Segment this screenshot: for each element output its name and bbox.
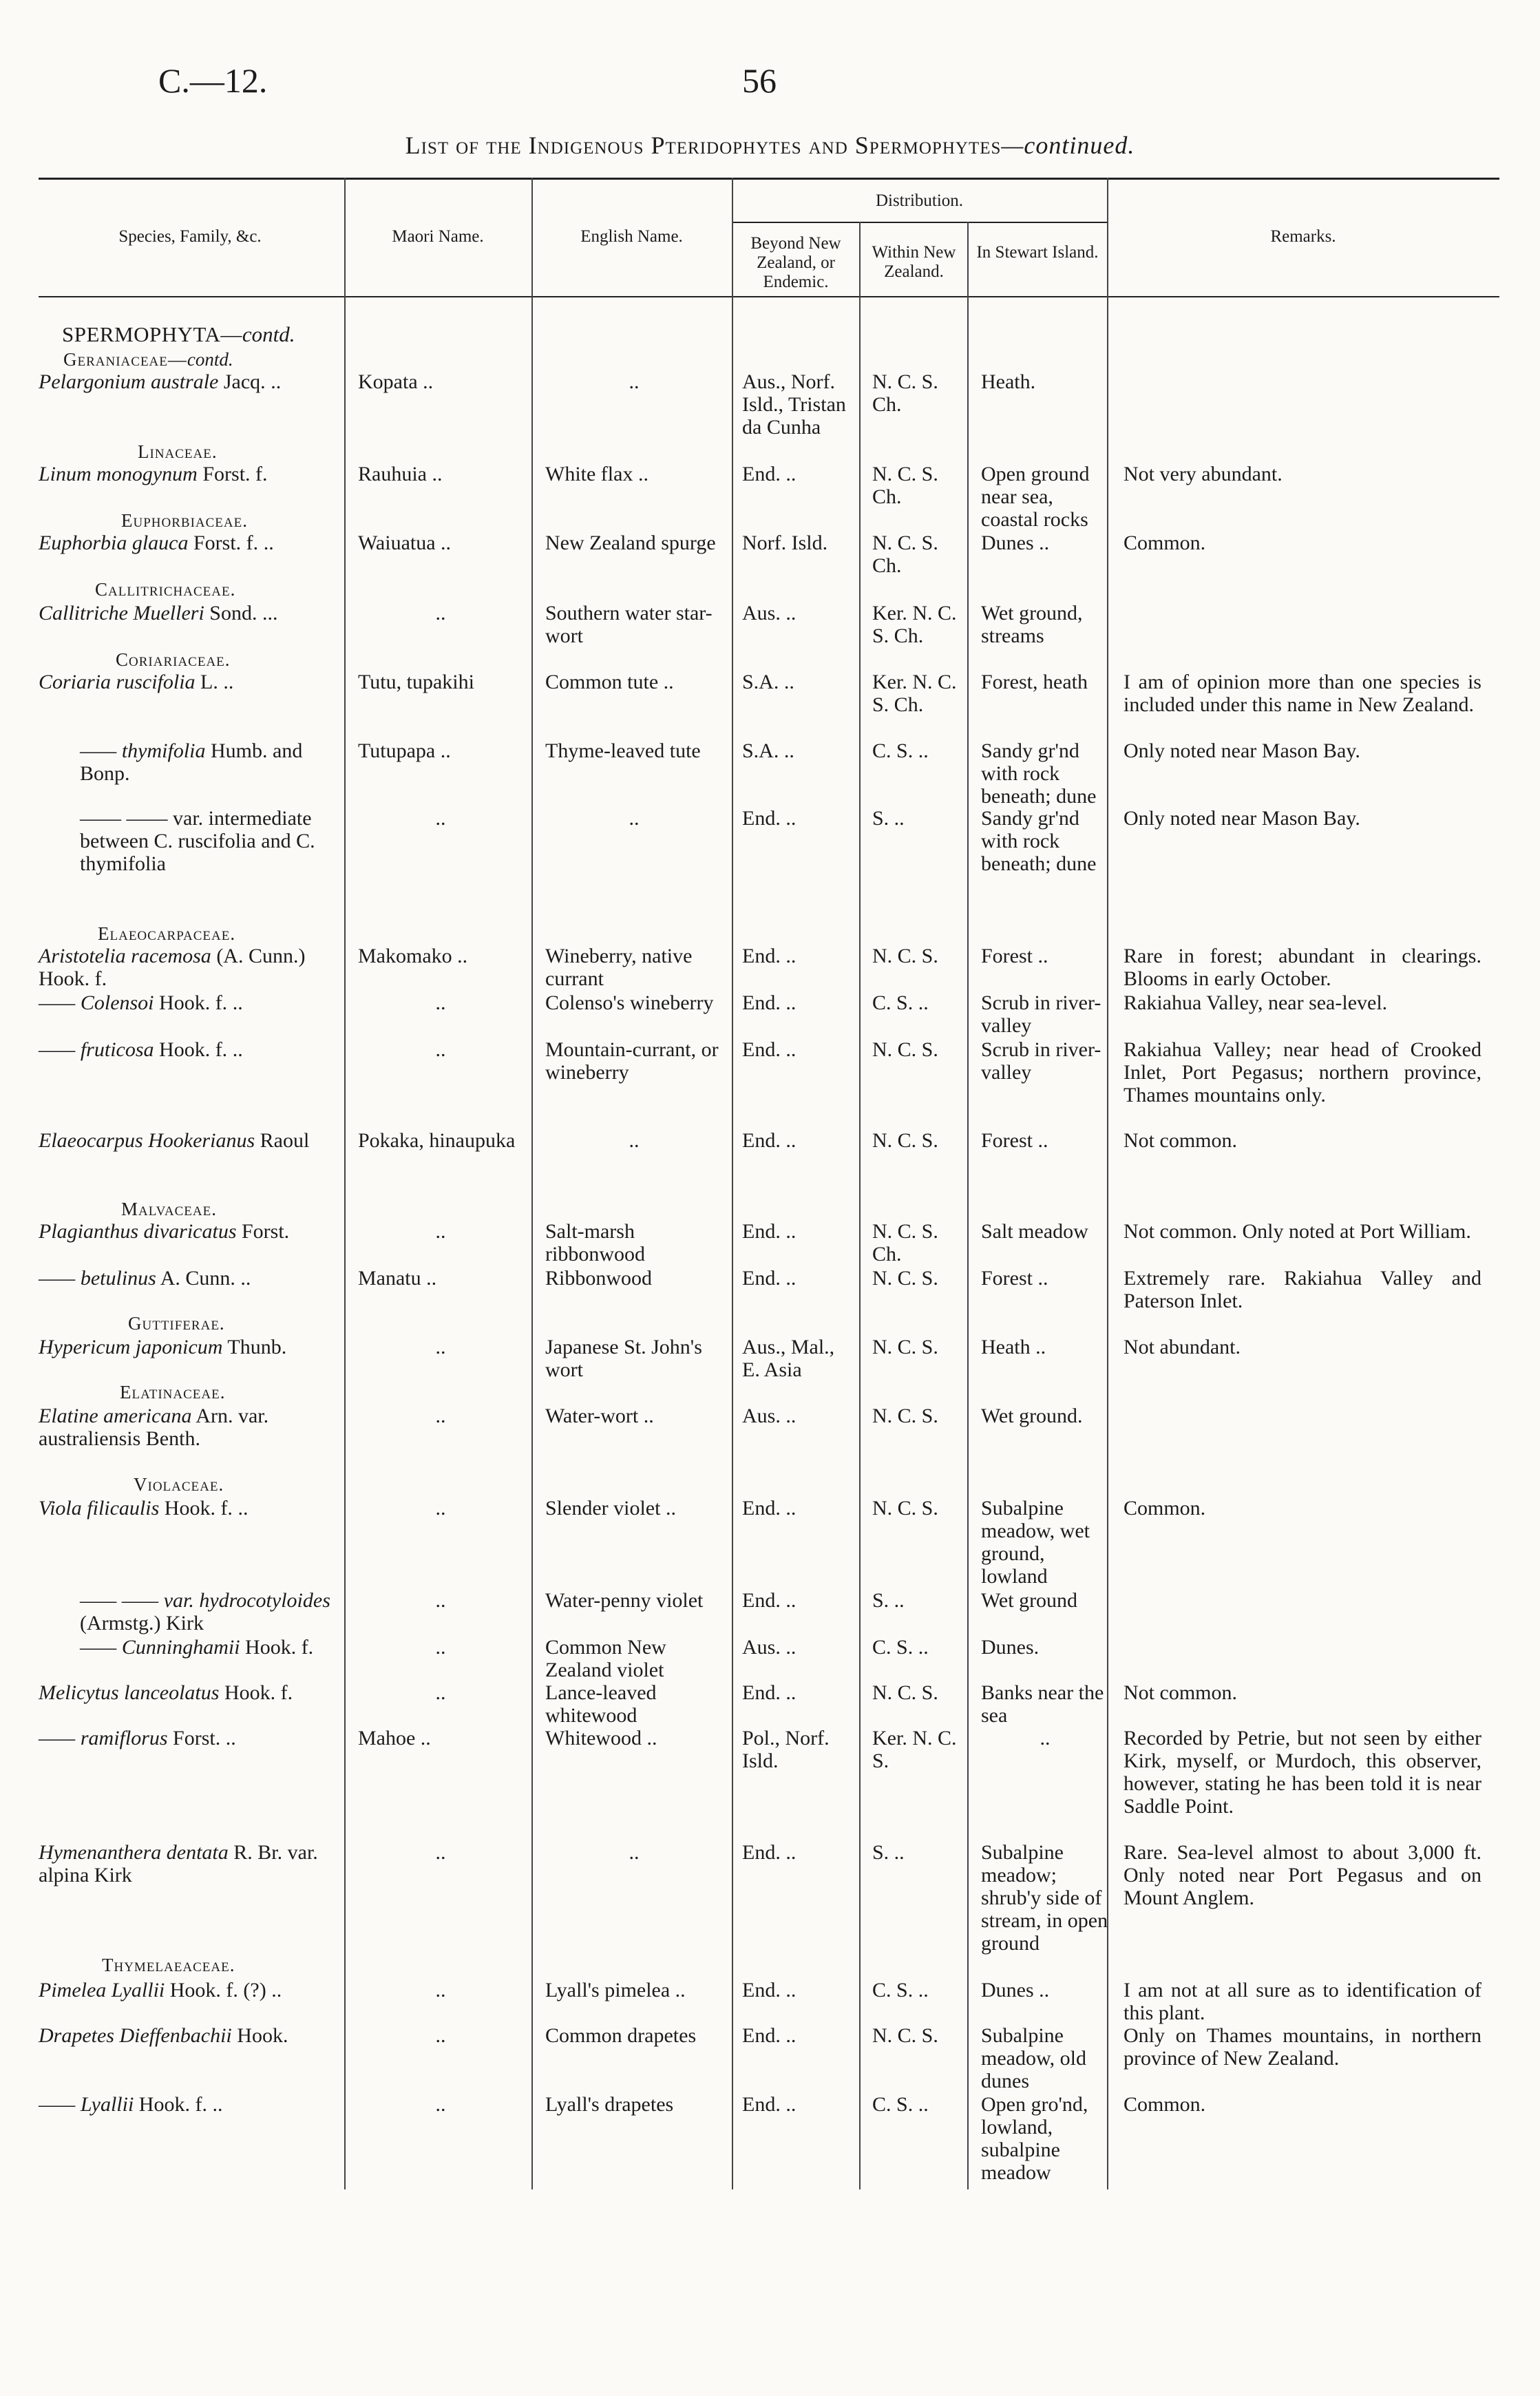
- maori-name: Pokaka, hinaupuka: [358, 1129, 516, 1152]
- maori-name: Mahoe ..: [358, 1727, 431, 1749]
- maori-name: Makomako ..: [358, 945, 468, 967]
- page-number: 56: [742, 61, 777, 100]
- species-cell: [39, 1336, 341, 1358]
- species-author: L.: [195, 671, 218, 693]
- maori-name: ..: [435, 602, 446, 624]
- within-nz: C. S. ..: [872, 1636, 929, 1659]
- leader-dots: ..: [212, 2093, 223, 2116]
- stewart-island: Banks near the sea: [981, 1681, 1104, 1727]
- family-violaceae: Violaceae.: [134, 1474, 224, 1495]
- within-nz: S. ..: [872, 1841, 905, 1864]
- english-name: Lyall's pimelea ..: [545, 1979, 686, 2001]
- beyond-nz: Aus. ..: [742, 1636, 797, 1659]
- remarks: Not abundant.: [1124, 1336, 1241, 1358]
- species-cell: [39, 671, 341, 693]
- remarks: I am not at all sure as to identification of this plant.: [1124, 1979, 1481, 2024]
- english-name: Thyme-leaved tute: [545, 739, 701, 762]
- leader-dots: ..: [232, 991, 243, 1014]
- beyond-nz: End. ..: [742, 1038, 797, 1061]
- species-author: Forst.: [236, 1220, 290, 1243]
- remarks: Only on Thames mountains, in northern province of New Zealand.: [1124, 2024, 1481, 2070]
- beyond-nz: Aus. ..: [742, 1405, 797, 1427]
- maori-name: ..: [435, 1681, 446, 1704]
- stewart-island: Subalpine meadow, old dunes: [981, 2024, 1087, 2092]
- section-spermophyta-contd: contd.: [242, 322, 295, 346]
- stewart-island: Heath ..: [981, 1336, 1046, 1358]
- remarks: Common.: [1124, 1497, 1206, 1520]
- species-author: Forst. f.: [188, 532, 259, 554]
- leader-dots: ..: [223, 671, 234, 693]
- header-beyond: Beyond New Zealand, or Endemic.: [750, 234, 841, 291]
- remarks: Only noted near Mason Bay.: [1124, 739, 1360, 762]
- english-name: New Zealand spurge: [545, 532, 716, 554]
- remarks: Extremely rare. Rakiahua Valley and Paterson Inlet.: [1124, 1267, 1481, 1312]
- species-name: Plagianthus divaricatus: [39, 1220, 237, 1243]
- stewart-island: Scrub in river-valley: [981, 991, 1101, 1037]
- within-nz: N. C. S. Ch.: [872, 370, 938, 416]
- species-name: —— Colensoi: [39, 991, 154, 1014]
- beyond-nz: End. ..: [742, 1841, 797, 1864]
- species-author: R. Br. var. alpina Kirk: [39, 1841, 318, 1887]
- stewart-island: Salt meadow: [981, 1220, 1088, 1243]
- species-cell: [39, 1681, 341, 1704]
- within-nz: N. C. S. Ch.: [872, 1220, 938, 1265]
- leader-dots: ..: [225, 1727, 236, 1749]
- header-distribution: Distribution.: [875, 191, 964, 210]
- species-cell: [39, 532, 341, 554]
- col-divider-5: [967, 222, 969, 2189]
- species-cell: [39, 1405, 341, 1450]
- beyond-nz: End. ..: [742, 1267, 797, 1290]
- species-name: —— —— var. hydrocotyloides: [80, 1589, 330, 1612]
- species-name: Pelargonium australe: [39, 370, 219, 393]
- species-cell: [39, 2024, 341, 2047]
- header-species: Species, Family, &c.: [118, 227, 262, 246]
- col-divider-2: [531, 178, 533, 2189]
- english-name: Japanese St. John's wort: [545, 1336, 702, 1381]
- within-nz: C. S. ..: [872, 739, 929, 762]
- stewart-island: Sandy gr'nd with rock beneath; dune: [981, 807, 1097, 875]
- species-author: Hook.: [231, 2024, 288, 2047]
- leader-dots: ..: [238, 1497, 249, 1520]
- col-divider-3: [732, 178, 733, 2189]
- beyond-nz: End. ..: [742, 2024, 797, 2047]
- remarks: Not very abundant.: [1124, 463, 1283, 485]
- english-name: ..: [629, 370, 640, 393]
- stewart-island: Open gro'nd, lowland, subalpine meadow: [981, 2093, 1088, 2184]
- beyond-nz: End. ..: [742, 1681, 797, 1704]
- leader-dots: ..: [271, 1979, 282, 2001]
- species-name: Pimelea Lyallii: [39, 1979, 165, 2001]
- distribution-rule: [732, 222, 1107, 223]
- page-title: [0, 131, 1540, 160]
- title-suffix: —continued.: [1001, 132, 1135, 159]
- species-name: —— —— var.: [80, 807, 204, 830]
- maori-name: Tutu, tupakihi: [358, 671, 474, 693]
- leader-dots: ..: [271, 370, 282, 393]
- family-thymelaeaceae: Thymelaeaceae.: [102, 1955, 235, 1975]
- section-spermophyta-text: SPERMOPHYTA—: [62, 322, 242, 346]
- within-nz: Ker. N. C. S. Ch.: [872, 602, 957, 647]
- species-name: —— ramiflorus: [39, 1727, 168, 1749]
- maori-name: Waiuatua ..: [358, 532, 452, 554]
- maori-name: Tutupapa ..: [358, 739, 451, 762]
- species-name: Elaeocarpus Hookerianus: [39, 1129, 255, 1152]
- species-cell: [39, 1497, 341, 1520]
- within-nz: N. C. S.: [872, 1497, 938, 1520]
- leader-dots: ..: [240, 1267, 251, 1290]
- species-name: Coriaria ruscifolia: [39, 671, 196, 693]
- stewart-island: Scrub in river-valley: [981, 1038, 1101, 1084]
- species-author: Humb. and Bonp.: [80, 739, 303, 785]
- species-name: Hymenanthera dentata: [39, 1841, 229, 1864]
- family-geraniaceae-contd: contd.: [187, 349, 233, 370]
- within-nz: N. C. S. Ch.: [872, 532, 938, 577]
- english-name: Colenso's wineberry: [545, 991, 714, 1014]
- species-name: Callitriche Muelleri: [39, 602, 204, 624]
- family-malvaceae: Malvaceae.: [121, 1199, 217, 1219]
- leader-dots: ..: [232, 1038, 243, 1061]
- remarks: Recorded by Petrie, but not seen by either Kirk, myself, or Murdoch, this observer, however, stating he has been told it is near Saddle Point.: [1124, 1727, 1481, 1818]
- beyond-nz: End. ..: [742, 1220, 797, 1243]
- remarks: Rakiahua Valley, near sea-level.: [1124, 991, 1388, 1014]
- species-cell: [39, 602, 341, 624]
- species-name: Euphorbia glauca: [39, 532, 189, 554]
- within-nz: N. C. S.: [872, 1405, 938, 1427]
- header-stewart: In Stewart Island.: [976, 243, 1099, 262]
- within-nz: S. ..: [872, 1589, 905, 1612]
- stewart-island: Wet ground, streams: [981, 602, 1083, 647]
- remarks: Rakiahua Valley; near head of Crooked Inlet, Port Pegasus; northern province, Thames mountains only.: [1124, 1038, 1481, 1106]
- english-name: ..: [629, 807, 640, 830]
- species-name: —— thymifolia: [80, 739, 206, 762]
- english-name: Ribbonwood: [545, 1267, 653, 1290]
- leader-dots: ..: [263, 532, 274, 554]
- english-name: White flax ..: [545, 463, 648, 485]
- english-name: Wineberry, native currant: [545, 945, 693, 990]
- english-name: Common New Zealand violet: [545, 1636, 666, 1681]
- species-author: Sond.: [204, 602, 257, 624]
- title-text: List of the Indigenous Pteridophytes and Spermophytes: [405, 132, 1002, 159]
- beyond-nz: End. ..: [742, 991, 797, 1014]
- beyond-nz: Aus., Norf. Isld., Tristan da Cunha: [742, 370, 846, 439]
- species-name: —— Cunninghamii: [80, 1636, 240, 1659]
- family-geraniaceae: [63, 348, 233, 370]
- stewart-island: Forest ..: [981, 1267, 1048, 1290]
- stewart-island: Forest ..: [981, 945, 1048, 967]
- species-cell: [39, 1589, 341, 1635]
- species-name: Viola filicaulis: [39, 1497, 160, 1520]
- family-callitrichaceae: Callitrichaceae.: [95, 579, 236, 600]
- species-author: Hook. f.: [154, 991, 228, 1014]
- species-author: Hook. f.: [219, 1681, 293, 1704]
- stewart-island: Dunes.: [981, 1636, 1040, 1659]
- maori-name: ..: [435, 991, 446, 1014]
- species-cell: [39, 1129, 341, 1152]
- stewart-island: ..: [1040, 1727, 1051, 1749]
- maori-name: ..: [435, 1405, 446, 1427]
- beyond-nz: End. ..: [742, 1129, 797, 1152]
- english-name: Water-wort ..: [545, 1405, 654, 1427]
- species-name: Aristotelia racemosa: [39, 945, 211, 967]
- within-nz: N. C. S.: [872, 2024, 938, 2047]
- within-nz: Ker. N. C. S.: [872, 1727, 957, 1772]
- species-cell: [39, 463, 341, 485]
- species-author: Thunb.: [222, 1336, 287, 1358]
- english-name: Common drapetes: [545, 2024, 697, 2047]
- species-author: A. Cunn.: [156, 1267, 235, 1290]
- english-name: Water-penny violet: [545, 1589, 704, 1612]
- within-nz: N. C. S.: [872, 1038, 938, 1061]
- species-cell: [39, 945, 341, 990]
- beyond-nz: Aus., Mal., E. Asia: [742, 1336, 835, 1381]
- remarks: Rare in forest; abundant in clearings. Blooms in early October.: [1124, 945, 1481, 990]
- species-cell: [39, 739, 341, 785]
- family-elaeocarpaceae: Elaeocarpaceae.: [98, 923, 236, 944]
- beyond-nz: End. ..: [742, 945, 797, 967]
- species-name: Elatine americana: [39, 1405, 192, 1427]
- within-nz: C. S. ..: [872, 2093, 929, 2116]
- family-coriariaceae: Coriariaceae.: [116, 649, 231, 670]
- within-nz: N. C. S.: [872, 1267, 938, 1290]
- species-name: Linum monogynum: [39, 463, 198, 485]
- within-nz: S. ..: [872, 807, 905, 830]
- stewart-island: Wet ground: [981, 1589, 1078, 1612]
- beyond-nz: End. ..: [742, 807, 797, 830]
- species-cell: [39, 1267, 341, 1290]
- maori-name: ..: [435, 807, 446, 830]
- maori-name: Manatu ..: [358, 1267, 437, 1290]
- species-author: Arn. var. australiensis Benth.: [39, 1405, 269, 1450]
- stewart-island: Heath.: [981, 370, 1036, 393]
- remarks: Not common. Only noted at Port William.: [1124, 1220, 1471, 1243]
- within-nz: N. C. S. Ch.: [872, 463, 938, 508]
- stewart-island: Wet ground.: [981, 1405, 1083, 1427]
- beyond-nz: End. ..: [742, 463, 797, 485]
- species-author: Hook. f.: [159, 1497, 233, 1520]
- within-nz: C. S. ..: [872, 991, 929, 1014]
- maori-name: ..: [435, 1220, 446, 1243]
- maori-name: Rauhuia ..: [358, 463, 443, 485]
- header-english: English Name.: [580, 227, 683, 246]
- maori-name: ..: [435, 1038, 446, 1061]
- within-nz: N. C. S.: [872, 945, 938, 967]
- species-author: intermediate between C. ruscifolia and C. thymifolia: [80, 807, 315, 875]
- remarks: Common.: [1124, 532, 1206, 554]
- remarks: I am of opinion more than one species is included under this name in New Zealand.: [1124, 671, 1481, 716]
- species-cell: [39, 807, 341, 875]
- english-name: ..: [629, 1129, 640, 1152]
- species-name: —— Lyallii: [39, 2093, 134, 2116]
- maori-name: ..: [435, 1979, 446, 2001]
- english-name: Lyall's drapetes: [545, 2093, 674, 2116]
- within-nz: Ker. N. C. S. Ch.: [872, 671, 957, 716]
- english-name: Whitewood ..: [545, 1727, 657, 1749]
- stewart-island: Dunes ..: [981, 1979, 1050, 2001]
- page-id: C.—12.: [158, 61, 268, 100]
- species-author: (Armstg.) Kirk: [80, 1612, 204, 1635]
- stewart-island: Subalpine meadow, wet ground, lowland: [981, 1497, 1090, 1588]
- remarks: Not common.: [1124, 1681, 1237, 1704]
- beyond-nz: End. ..: [742, 1979, 797, 2001]
- species-author: Raoul: [255, 1129, 310, 1152]
- family-euphorbiaceae: Euphorbiaceae.: [121, 510, 248, 531]
- species-author: Jacq.: [218, 370, 266, 393]
- species-name: —— fruticosa: [39, 1038, 154, 1061]
- species-cell: [39, 1841, 341, 1887]
- family-guttiferae: Guttiferae.: [128, 1313, 225, 1334]
- beyond-nz: Pol., Norf. Isld.: [742, 1727, 830, 1772]
- species-author: Hook. f.: [134, 2093, 207, 2116]
- species-cell: [39, 2093, 341, 2116]
- species-name: Melicytus lanceolatus: [39, 1681, 220, 1704]
- species-author: (A. Cunn.) Hook. f.: [39, 945, 306, 990]
- stewart-island: Sandy gr'nd with rock beneath; dune: [981, 739, 1097, 808]
- header-remarks: Remarks.: [1270, 227, 1336, 246]
- species-author: Hook. f. (?): [165, 1979, 266, 2001]
- family-elatinaceae: Elatinaceae.: [120, 1382, 226, 1402]
- table-top-rule: [39, 178, 1499, 180]
- header-bottom-rule: [39, 296, 1499, 297]
- remarks: Common.: [1124, 2093, 1206, 2116]
- remarks: Not common.: [1124, 1129, 1237, 1152]
- english-name: ..: [629, 1841, 640, 1864]
- english-name: Common tute ..: [545, 671, 674, 693]
- species-author: Hook. f.: [154, 1038, 228, 1061]
- beyond-nz: S.A. ..: [742, 739, 794, 762]
- maori-name: ..: [435, 2024, 446, 2047]
- english-name: Slender violet ..: [545, 1497, 676, 1520]
- within-nz: N. C. S.: [872, 1336, 938, 1358]
- species-cell: [39, 370, 341, 393]
- within-nz: N. C. S.: [872, 1681, 938, 1704]
- family-geraniaceae-text: Geraniaceae—: [63, 349, 187, 370]
- beyond-nz: S.A. ..: [742, 671, 794, 693]
- family-linaceae: Linaceae.: [138, 441, 218, 462]
- stewart-island: Dunes ..: [981, 532, 1050, 554]
- species-cell: [39, 1038, 341, 1061]
- within-nz: C. S. ..: [872, 1979, 929, 2001]
- remarks: Rare. Sea-level almost to about 3,000 ft. Only noted near Port Pegasus and on Mount Anglem.: [1124, 1841, 1481, 1909]
- species-author: Hook. f.: [240, 1636, 314, 1659]
- species-name: —— betulinus: [39, 1267, 156, 1290]
- maori-name: Kopata ..: [358, 370, 434, 393]
- maori-name: ..: [435, 1841, 446, 1864]
- header-maori: Maori Name.: [392, 227, 484, 246]
- english-name: Salt-marsh ribbonwood: [545, 1220, 645, 1265]
- english-name: Southern water star-wort: [545, 602, 713, 647]
- maori-name: ..: [435, 2093, 446, 2116]
- species-cell: [39, 1220, 341, 1243]
- species-name: Hypericum japonicum: [39, 1336, 223, 1358]
- beyond-nz: End. ..: [742, 1589, 797, 1612]
- species-name: Drapetes Dieffenbachii: [39, 2024, 232, 2047]
- species-cell: [39, 1727, 341, 1749]
- stewart-island: Forest ..: [981, 1129, 1048, 1152]
- section-spermophyta: [62, 324, 295, 346]
- col-divider-4: [859, 222, 861, 2189]
- beyond-nz: Norf. Isld.: [742, 532, 828, 554]
- beyond-nz: End. ..: [742, 2093, 797, 2116]
- english-name: Mountain-currant, or wineberry: [545, 1038, 719, 1084]
- beyond-nz: End. ..: [742, 1497, 797, 1520]
- within-nz: N. C. S.: [872, 1129, 938, 1152]
- leader-dots: ...: [262, 602, 278, 624]
- stewart-island: Subalpine meadow; shrub'y side of stream, in open ground: [981, 1841, 1108, 1955]
- maori-name: ..: [435, 1589, 446, 1612]
- species-cell: [39, 1979, 341, 2001]
- col-divider-1: [344, 178, 346, 2189]
- maori-name: ..: [435, 1497, 446, 1520]
- stewart-island: Forest, heath: [981, 671, 1088, 693]
- beyond-nz: Aus. ..: [742, 602, 797, 624]
- english-name: Lance-leaved whitewood: [545, 1681, 657, 1727]
- header-within: Within New Zealand.: [872, 243, 956, 281]
- species-author: Forst.: [167, 1727, 221, 1749]
- species-cell: [39, 1636, 341, 1659]
- stewart-island: Open ground near sea, coastal rocks: [981, 463, 1090, 531]
- remarks: Only noted near Mason Bay.: [1124, 807, 1360, 830]
- species-cell: [39, 991, 341, 1014]
- maori-name: ..: [435, 1636, 446, 1659]
- maori-name: ..: [435, 1336, 446, 1358]
- species-author: Forst. f.: [197, 463, 268, 485]
